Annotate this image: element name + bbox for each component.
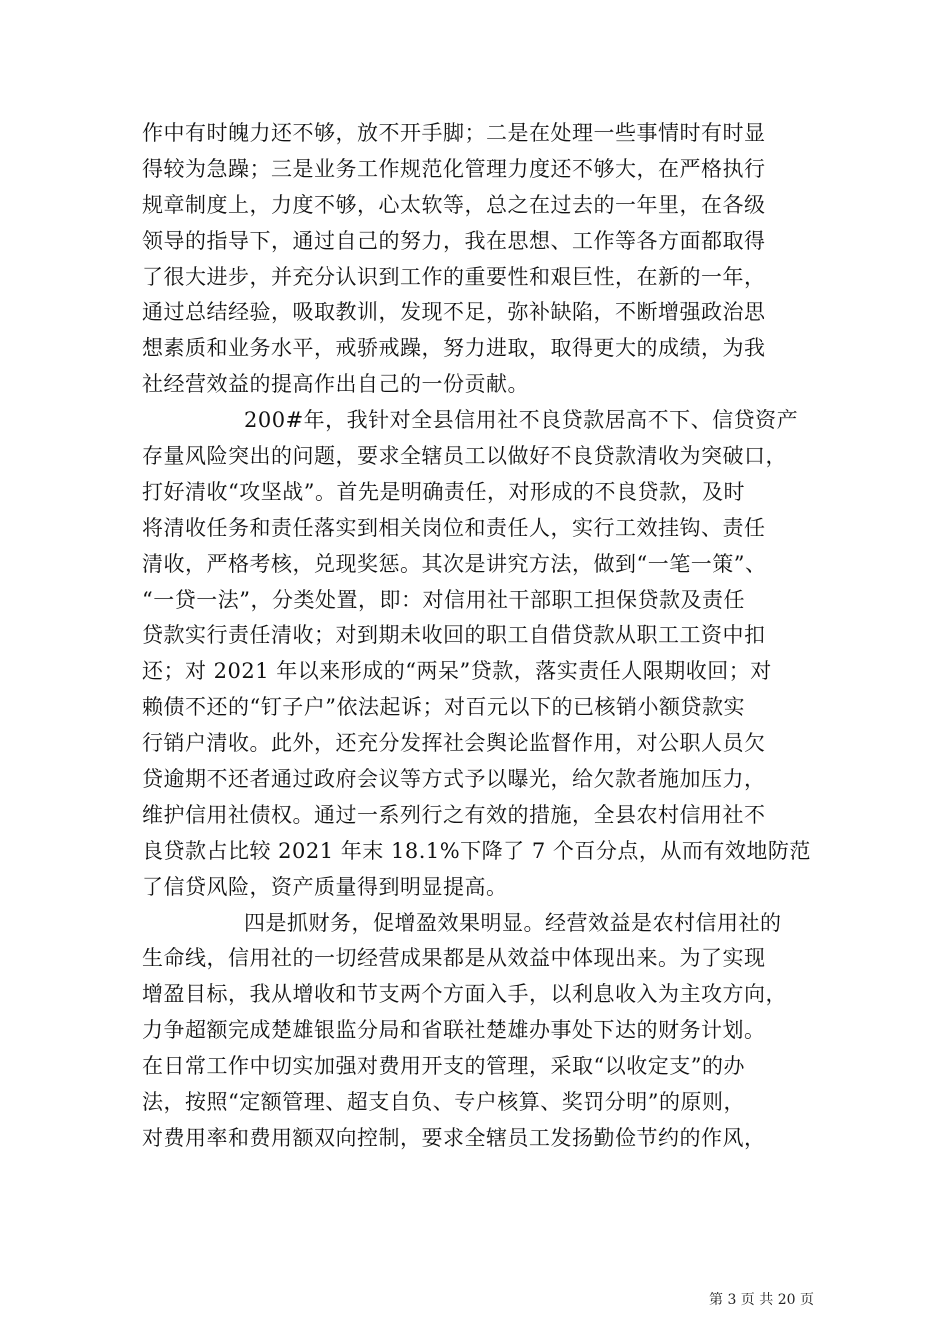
text-line: 良贷款占比较 2021 年末 18.1%下降了 7 个百分点，从而有效地防范	[142, 838, 811, 863]
text-line: 得较为急躁；三是业务工作规范化管理力度还不够大，在严格执行	[142, 156, 766, 181]
text-line: 领导的指导下，通过自己的努力，我在思想、工作等各方面都取得	[142, 228, 766, 253]
text-line: 了信贷风险，资产质量得到明显提高。	[142, 874, 508, 899]
text-line: 在日常工作中切实加强对费用开支的管理，采取“以收定支”的办	[142, 1054, 745, 1079]
text-line: 赖债不还的“钉子户”依法起诉；对百元以下的已核销小额贷款实	[142, 695, 745, 720]
text-line: 通过总结经验，吸取教训，发现不足，弥补缺陷，不断增强政治思	[142, 300, 766, 325]
text-line: 存量风险突出的问题，要求全辖员工以做好不良贷款清收为突破口，	[142, 444, 787, 469]
text-line: 了很大进步，并充分认识到工作的重要性和艰巨性，在新的一年，	[142, 264, 766, 289]
document-body	[142, 116, 810, 1157]
text-line: 法，按照“定额管理、超支自负、专户核算、奖罚分明”的原则，	[142, 1090, 745, 1115]
text-line: 力争超额完成楚雄银监分局和省联社楚雄办事处下达的财务计划。	[142, 1018, 766, 1043]
text-line: 贷逾期不还者通过政府会议等方式予以曝光，给欠款者施加压力，	[142, 767, 766, 792]
page-number-footer: 第 3 页 共 20 页	[709, 1292, 814, 1308]
paragraph-first-line: 200#年，我针对全县信用社不良贷款居高不下、信贷资产	[244, 408, 799, 433]
text-line: 将清收任务和责任落实到相关岗位和责任人，实行工效挂钩、责任	[142, 515, 766, 540]
text-line: 行销户清收。此外，还充分发挥社会舆论监督作用，对公职人员欠	[142, 731, 766, 756]
text-line: 打好清收“攻坚战”。首先是明确责任，对形成的不良贷款，及时	[142, 479, 745, 504]
text-line: 对费用率和费用额双向控制，要求全辖员工发扬勤俭节约的作风，	[142, 1125, 766, 1150]
text-line: 还；对 2021 年以来形成的“两呆”贷款，落实责任人限期收回；对	[142, 659, 772, 684]
text-line: 清收，严格考核，兑现奖惩。其次是讲究方法，做到“一笔一策”、	[142, 551, 767, 576]
text-line: 想素质和业务水平，戒骄戒躁，努力进取，取得更大的成绩，为我	[142, 336, 766, 361]
text-line: 作中有时魄力还不够，放不开手脚；二是在处理一些事情时有时显	[142, 121, 766, 145]
text-line: 生命线，信用社的一切经营成果都是从效益中体现出来。为了实现	[142, 946, 766, 971]
text-line: 规章制度上，力度不够，心太软等，总之在过去的一年里，在各级	[142, 192, 766, 217]
text-line: 社经营效益的提高作出自己的一份贡献。	[142, 372, 529, 397]
text-line: “一贷一法”，分类处置，即：对信用社干部职工担保贷款及责任	[142, 587, 745, 612]
text-line: 维护信用社债权。通过一系列行之有效的措施，全县农村信用社不	[142, 802, 766, 827]
text-line: 贷款实行责任清收；对到期未收回的职工自借贷款从职工工资中扣	[142, 623, 766, 648]
paragraph-first-line: 四是抓财务，促增盈效果明显。经营效益是农村信用社的	[244, 910, 782, 935]
text-line: 增盈目标，我从增收和节支两个方面入手，以利息收入为主攻方向，	[142, 982, 787, 1007]
